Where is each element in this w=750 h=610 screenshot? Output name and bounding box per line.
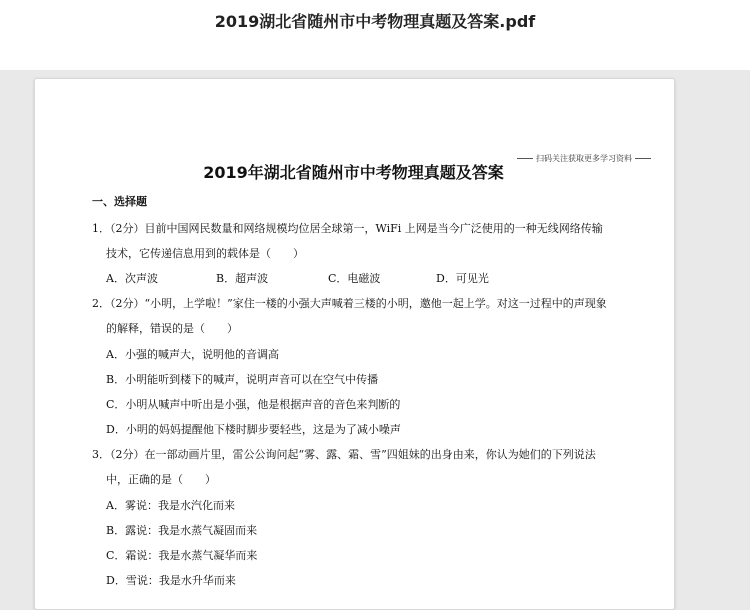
section-heading: 一、选择题 [92, 195, 147, 208]
question-2-line-1: 2．（2分）“小明，上学啦！”家住一楼的小强大声喊着三楼的小明，邀他一起上学。对这一过程中的声现象 [92, 297, 607, 310]
question-1-option-d: D．可见光 [436, 272, 489, 285]
question-2-line-2: 的解释，错误的是（ ） [106, 322, 238, 335]
file-title: 2019湖北省随州市中考物理真题及答案.pdf [214, 12, 536, 31]
question-2-option-c: C．小明从喊声中听出是小强，他是根据声音的音色来判断的 [106, 398, 401, 411]
question-3-option-d: D．雪说：我是水升华而来 [106, 574, 236, 587]
question-2-option-a: A．小强的喊声大，说明他的音调高 [106, 348, 279, 361]
question-1-option-b: B．超声波 [216, 272, 269, 285]
question-3-option-b: B．露说：我是水蒸气凝固而来 [106, 524, 258, 537]
question-1-option-a: A．次声波 [106, 272, 158, 285]
question-3-option-a: A．雾说：我是水汽化而来 [106, 499, 235, 512]
promo-text: 扫码关注获取更多学习资料 [536, 153, 632, 163]
document-title: 2019年湖北省随州市中考物理真题及答案 [203, 163, 504, 182]
promo-rule-left [517, 158, 533, 159]
question-3-line-2: 中，正确的是（ ） [106, 473, 216, 486]
question-1-line-1: 1．（2分）目前中国网民数量和网络规模均位居全球第一，WiFi 上网是当今广泛使用的一种无线网络传输 [92, 222, 603, 235]
question-1-option-c: C．电磁波 [328, 272, 381, 285]
question-1-line-2: 技术，它传递信息用到的载体是（ ） [106, 247, 304, 260]
question-3-line-1: 3．（2分）在一部动画片里，雷公公询问起“雾、露、霜、雪”四姐妹的出身由来，你认为她们的下列说法 [92, 448, 596, 461]
question-2-option-b: B．小明能听到楼下的喊声，说明声音可以在空气中传播 [106, 373, 379, 386]
question-2-option-d: D．小明的妈妈提醒他下楼时脚步要轻些，这是为了减小噪声 [106, 423, 401, 436]
promo-rule-right [635, 158, 651, 159]
question-3-option-c: C．霜说：我是水蒸气凝华而来 [106, 549, 258, 562]
viewer-toolbar [0, 0, 750, 70]
